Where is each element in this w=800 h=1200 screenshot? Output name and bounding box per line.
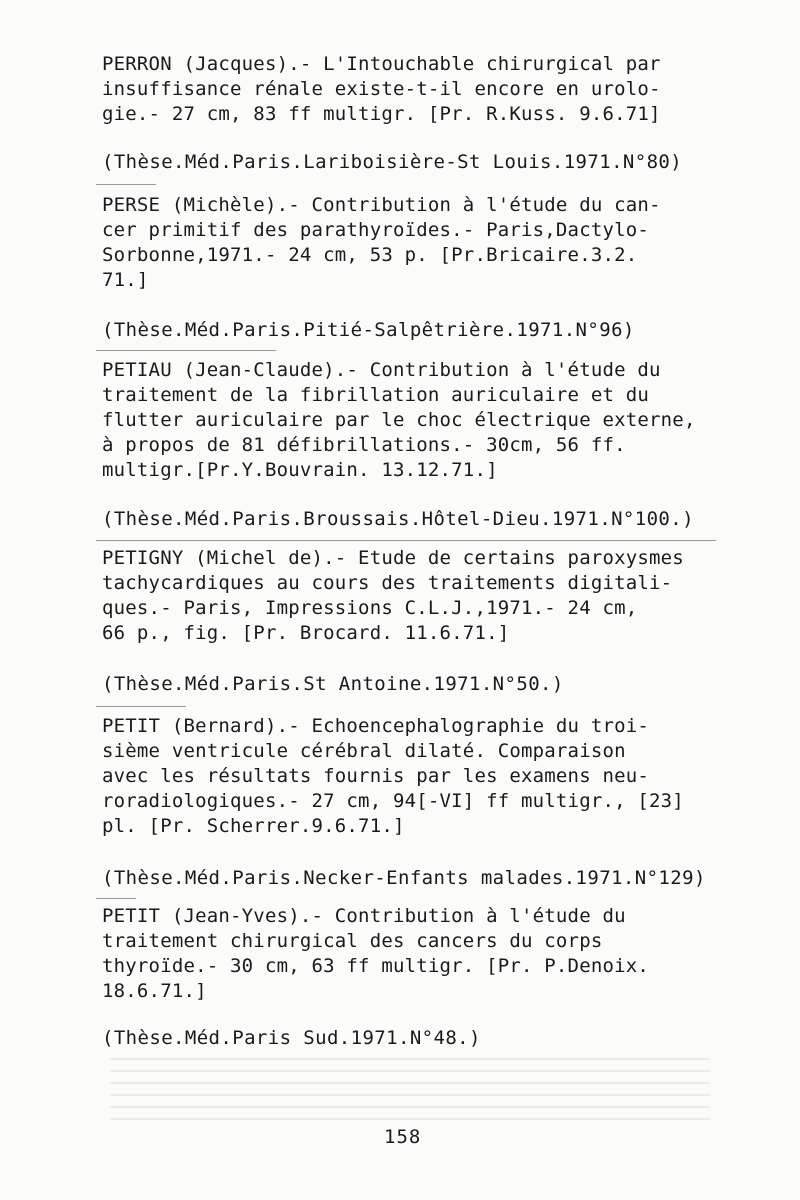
bibliography-entry	[102, 52, 722, 127]
entry-line: insuffisance rénale existe-t-il encore en urolo-	[102, 78, 661, 100]
entry-line: PETIAU (Jean-Claude).- Contribution à l'étude du	[102, 359, 661, 381]
bibliography-entry	[102, 358, 722, 483]
thesis-reference: (Thèse.Méd.Paris.Broussais.Hôtel-Dieu.1971.N°100.)	[102, 508, 694, 530]
entry-line: traitement chirurgical des cancers du corps	[102, 930, 603, 952]
entry-line: multigr.[Pr.Y.Bouvrain. 13.12.71.]	[102, 459, 498, 481]
bibliography-entry	[102, 904, 722, 1004]
entry-line: Sorbonne,1971.- 24 cm, 53 p. [Pr.Bricaire.3.2.	[102, 244, 638, 266]
entry-line: tachycardiques au cours des traitements digitali-	[102, 572, 673, 594]
thesis-reference: (Thèse.Méd.Paris.Necker-Enfants malades.1971.N°129)	[102, 867, 706, 889]
separator	[96, 540, 716, 541]
entry-line: PERRON (Jacques).- L'Intouchable chirurgical par	[102, 53, 661, 75]
entry-line: traitement de la fibrillation auriculaire et du	[102, 384, 650, 406]
separator	[96, 350, 276, 351]
entry-line: PETIGNY (Michel de).- Etude de certains paroxysmes	[102, 547, 684, 569]
separator	[96, 898, 136, 899]
entry-line: 18.6.71.]	[102, 980, 207, 1002]
bibliography-entry	[102, 714, 722, 839]
entry-line: thyroïde.- 30 cm, 63 ff multigr. [Pr. P.Denoix.	[102, 955, 650, 977]
page-number: 158	[384, 1126, 422, 1148]
entry-line: 71.]	[102, 269, 149, 291]
entry-line: sième ventricule cérébral dilaté. Comparaison	[102, 740, 626, 762]
entry-line: PETIT (Bernard).- Echoencephalographie du troi-	[102, 715, 650, 737]
entry-line: PERSE (Michèle).- Contribution à l'étude du can-	[102, 194, 661, 216]
entry-line: PETIT (Jean-Yves).- Contribution à l'étude du	[102, 905, 626, 927]
entry-line: ques.- Paris, Impressions C.L.J.,1971.- 24 cm,	[102, 597, 638, 619]
entry-line: cer primitif des parathyroïdes.- Paris,Dactylo-	[102, 219, 650, 241]
entry-line: à propos de 81 défibrillations.- 30cm, 56 ff.	[102, 434, 626, 456]
separator	[96, 706, 186, 707]
bibliography-entry	[102, 546, 722, 646]
entry-line: 66 p., fig. [Pr. Brocard. 11.6.71.]	[102, 622, 510, 644]
entry-line: flutter auriculaire par le choc électrique externe,	[102, 409, 696, 431]
entry-line: pl. [Pr. Scherrer.9.6.71.]	[102, 815, 405, 837]
separator	[96, 184, 156, 185]
thesis-reference: (Thèse.Méd.Paris.Lariboisière-St Louis.1971.N°80)	[102, 151, 683, 173]
entry-line: gie.- 27 cm, 83 ff multigr. [Pr. R.Kuss. 9.6.71]	[102, 103, 661, 125]
thesis-reference: (Thèse.Méd.Paris Sud.1971.N°48.)	[102, 1027, 481, 1049]
thesis-reference: (Thèse.Méd.Paris.Pitié-Salpêtrière.1971.N°96)	[102, 319, 635, 341]
entry-line: avec les résultats fournis par les examens neu-	[102, 765, 650, 787]
bibliography-entry	[102, 193, 722, 293]
bleed-through-texture	[110, 1050, 710, 1120]
entry-line: roradiologiques.- 27 cm, 94[-VI] ff multigr., [23]	[102, 790, 684, 812]
thesis-reference: (Thèse.Méd.Paris.St Antoine.1971.N°50.)	[102, 673, 564, 695]
